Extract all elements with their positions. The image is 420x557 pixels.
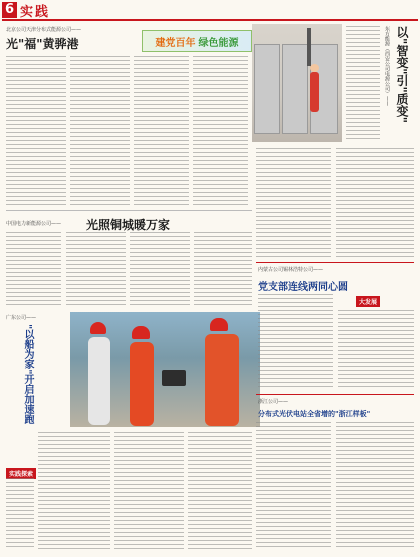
article-1-body-col-4 [193, 56, 248, 206]
article-1-body-col-1 [6, 56, 66, 206]
article-2-body-col-1 [6, 232, 61, 307]
article-4-body-top [346, 26, 380, 141]
article-6-body-col-1 [256, 422, 331, 550]
article-2-body-col-2 [66, 232, 126, 307]
article-4-body-col-2 [336, 148, 414, 258]
page-header [2, 2, 50, 18]
article-5-title: 党支部连线两同心圆 [258, 282, 348, 293]
article-1-kicker: 北京公司天津分布式能源公司—— [6, 27, 82, 33]
article-6-title: 分布式光伏电站全省增的"浙江样板" [258, 410, 371, 418]
banner-left-text: 建党百年 [155, 37, 196, 49]
worker-figure [205, 334, 239, 426]
article-2-body-col-4 [194, 232, 252, 307]
cabinet-shape [282, 44, 308, 134]
helmet-shape [132, 326, 150, 339]
article-4-title: 以"智变"引"质变" [395, 26, 409, 124]
rule [256, 394, 414, 395]
article-1-title: 光"福"黄骅港 [6, 37, 79, 51]
article-3-body-col-3 [188, 432, 252, 550]
article-2-kicker: 中国电力新能源公司—— [6, 221, 62, 227]
workers-photo [70, 312, 260, 427]
switchgear-photo [252, 24, 342, 142]
article-6-body-col-2 [336, 422, 414, 550]
article-3-body-side [6, 478, 34, 550]
page-number: 6 [2, 2, 17, 18]
helmet-shape [90, 322, 106, 334]
tablet-shape [162, 370, 186, 386]
header-rule [2, 19, 418, 21]
article-5-body-col-2 [338, 310, 414, 390]
rule [256, 262, 414, 263]
article-2-title: 光照铜城暖万家 [86, 218, 171, 232]
article-1-body-col-2 [70, 56, 130, 206]
worker-head [310, 64, 319, 72]
article-6-kicker: 浙江公司—— [258, 399, 289, 405]
article-5-body-col-1 [258, 294, 333, 390]
rule [6, 210, 252, 211]
article-5-kicker: 内蒙古公司锡林浩特公司—— [258, 267, 324, 273]
banner-right-text: 绿色能源 [198, 37, 239, 49]
helmet-shape [210, 318, 228, 331]
article-4-kicker: 东方能源（西安公司电源公司）—— [384, 26, 390, 106]
article-3-title: "以船为家"开启加速跑 [22, 324, 33, 425]
section-title: 实践 [20, 4, 51, 20]
article-3-kicker: 广东公司—— [6, 315, 37, 321]
centenary-banner [142, 30, 252, 52]
small-tag: 大发展 [356, 296, 380, 307]
article-3-body-col-1 [38, 432, 110, 550]
worker-figure [88, 337, 110, 425]
worker-figure [310, 72, 319, 112]
side-note-tag: 实践探索 [6, 468, 36, 479]
article-1-body-col-3 [134, 56, 189, 206]
worker-figure [130, 342, 154, 426]
cabinet-shape [254, 44, 280, 134]
article-4-body-col-1 [256, 148, 331, 258]
article-3-body-col-2 [114, 432, 184, 550]
operating-rod [307, 28, 311, 66]
article-2-body-col-3 [130, 232, 190, 307]
